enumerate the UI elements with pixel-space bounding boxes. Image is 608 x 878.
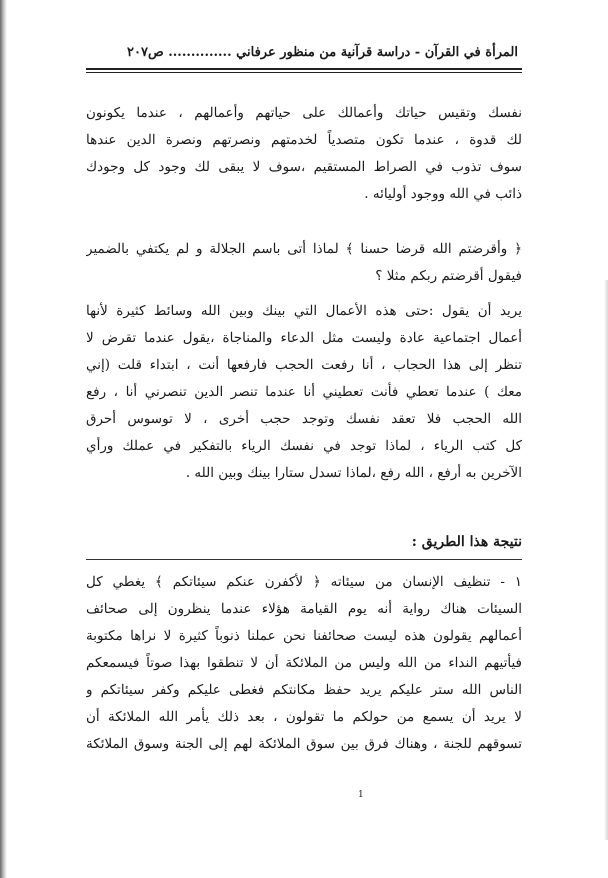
paragraph-3	[86, 298, 522, 487]
text-line: تنظر إلى هذا الحجاب ، أنا رفعت الحجب فارفعها أنت ، ابتداء قلت (إني	[86, 357, 522, 373]
text-line: ذائب في الله ووجود أوليائه .	[364, 186, 522, 202]
text-line: الناس الله ستر عليكم يريد حفظ مكانتكم فغطى عليكم وكفر سيئاتكم و	[86, 682, 522, 698]
text-line: يريد أن يقول :حتى هذه الأعمال التي بينك وبين الله وسائط كثيرة لأنها	[86, 303, 522, 319]
text-line: فيأتيهم النداء من الله وليس من الملائكة أن لا تنطقوا بهذا صوتاً فيسمعكم	[86, 655, 522, 671]
text-line: نفسك وتقيس حياتك وأعمالك على حياتهم وأعمالهم ، عندما يكونون	[86, 105, 522, 121]
text-line: كل كتب الرياء ، لماذا توجد في نفسك الرياء بالتفكير في عملك ورأي	[86, 438, 522, 454]
scan-edge-shadow	[604, 280, 608, 840]
text-line: سوف تذوب في الصراط المستقيم ،سوف لا يبقى لك وجود كل وجودك	[86, 159, 522, 175]
running-header	[88, 45, 518, 60]
text-line: أعمالهم يقولون هذه ليست صحائفنا نحن عملنا ذنوباً كثيرة لا نراها مكتوبة	[86, 628, 522, 644]
text-line: السيئات هناك رواية أنه يوم القيامة هؤلاء عندما ينظرون إلى صحائف	[86, 601, 522, 617]
section-heading: نتيجة هذا الطريق :	[411, 534, 522, 550]
text-line: ﴿ وأقرضتم الله قرضا حسنا ﴾ لماذا أتى باسم الجلالة و لم يكتفي بالضمير	[86, 241, 522, 257]
paragraph-1	[86, 100, 522, 208]
footnote-mark: 1	[358, 790, 364, 800]
text-line: فيقول أقرضتم ربكم مثلا ؟	[375, 268, 522, 284]
text-line: الآخرين به أرفع ، الله رفع ،لماذا تسدل ستارا بينك وبين الله .	[185, 465, 522, 481]
text-line: ١ - تنظيف الإنسان من سيئاته ﴿ لأكفرن عنكم سيئاتكم ﴾ يغطي كل	[86, 574, 522, 590]
text-line: الله الحجب فلا تعقد نفسك وتوجد حجب أخرى ، لا توسوس أحرق	[86, 411, 522, 427]
header-rule	[86, 68, 522, 73]
text-line: أعمال اجتماعية عادة وليست مثل الدعاء والمناجاة ،يقول عندما تقرض لا	[86, 330, 522, 346]
text-line: لا يريد أن يسمع من حولكم ما تقولون ، بعد ذلك يأمر الله الملائكة أن	[86, 709, 522, 725]
paragraph-2	[86, 236, 522, 290]
header-title: المرأة في القرآن - دراسة قرآنية من منظور عرفاني	[236, 45, 518, 60]
text-line: معك ) عندما تعطي فأنت تعطيني أنا عندما تنصر الدين تنصرني أنا ، رفع	[86, 384, 522, 400]
text-line: تسوقهم للجنة ، وهناك فرق بين سوق الملائكة لهم إلى الجنة وسوق الملائكة	[86, 736, 522, 752]
heading-rule	[86, 559, 522, 560]
header-separator: ..............	[168, 45, 232, 60]
scan-binding-shadow	[0, 0, 7, 878]
page-number: ص٢٠٧	[127, 45, 164, 60]
paragraph-4	[86, 569, 522, 758]
text-line: لك قدوة ، عندما تكون متصدياً لخدمتهم ونصرتهم ونصرة الدين عندها	[86, 132, 522, 148]
